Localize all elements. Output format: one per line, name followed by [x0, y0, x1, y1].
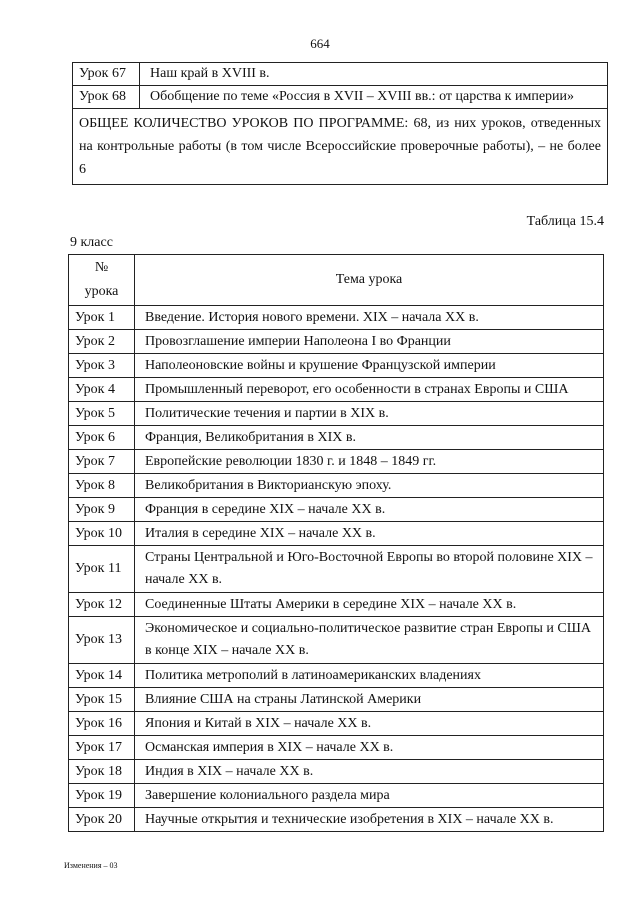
table-row: [73, 109, 608, 185]
grade-label: 9 класс: [70, 235, 113, 250]
lesson-number: Урок 10: [69, 522, 135, 546]
lesson-number: Урок 1: [69, 306, 135, 330]
lesson-number: Урок 19: [69, 784, 135, 808]
table-row: [69, 593, 604, 617]
footer-note: Изменения – 03: [64, 861, 118, 870]
table-row: [69, 617, 604, 664]
lesson-number: Урок 8: [69, 474, 135, 498]
lesson-number: Урок 7: [69, 450, 135, 474]
lesson-topic: Соединенные Штаты Америки в середине XIX – начале XX в.: [135, 593, 604, 617]
lesson-topic: Великобритания в Викторианскую эпоху.: [135, 474, 604, 498]
lesson-number: Урок 13: [69, 617, 135, 664]
lesson-topic: Промышленный переворот, его особенности в странах Европы и США: [135, 378, 604, 402]
lesson-topic: Научные открытия и технические изобретения в XIX – начале XX в.: [135, 808, 604, 832]
lesson-number: Урок 12: [69, 593, 135, 617]
lesson-number: Урок 6: [69, 426, 135, 450]
lesson-number: Урок 3: [69, 354, 135, 378]
table-row: [69, 664, 604, 688]
table-row: [69, 522, 604, 546]
table-row: [69, 546, 604, 593]
table-row: [69, 450, 604, 474]
lessons-table: [68, 254, 604, 832]
table-header-row: [69, 255, 604, 306]
lesson-number: Урок 2: [69, 330, 135, 354]
total-lessons-note: ОБЩЕЕ КОЛИЧЕСТВО УРОКОВ ПО ПРОГРАММЕ: 68, из них уроков, отведенных на контрольные работы (в том числе Всероссийские проверочные работы), – не более 6: [73, 109, 608, 185]
lesson-topic: Провозглашение империи Наполеона I во Франции: [135, 330, 604, 354]
lesson-number: Урок 16: [69, 712, 135, 736]
table-row: [69, 474, 604, 498]
lesson-number: Урок 11: [69, 546, 135, 593]
lesson-topic: Завершение колониального раздела мира: [135, 784, 604, 808]
lesson-topic: Япония и Китай в XIX – начале XX в.: [135, 712, 604, 736]
lesson-topic: Европейские революции 1830 г. и 1848 – 1849 гг.: [135, 450, 604, 474]
lesson-number: Урок 18: [69, 760, 135, 784]
lesson-topic: Наш край в XVIII в.: [140, 63, 608, 86]
lesson-topic: Италия в середине XIX – начале XX в.: [135, 522, 604, 546]
column-header-topic: Тема урока: [135, 255, 604, 306]
lesson-number: Урок 68: [73, 86, 140, 109]
lesson-topic: Страны Центральной и Юго-Восточной Европы во второй половине XIX – начале XX в.: [135, 546, 604, 593]
table-row: [69, 736, 604, 760]
column-header-number: [69, 255, 135, 306]
table-row: [69, 306, 604, 330]
lesson-number: Урок 14: [69, 664, 135, 688]
lesson-topic: Экономическое и социально-политическое развитие стран Европы и США в конце XIX – начале XX в.: [135, 617, 604, 664]
table-row: [73, 63, 608, 86]
lesson-number: Урок 20: [69, 808, 135, 832]
table-row: [73, 86, 608, 109]
lesson-topic: Наполеоновские войны и крушение Французской империи: [135, 354, 604, 378]
table-row: [69, 688, 604, 712]
lesson-topic: Индия в XIX – начале XX в.: [135, 760, 604, 784]
lesson-topic: Франция, Великобритания в XIX в.: [135, 426, 604, 450]
table-row: [69, 402, 604, 426]
number-sign: №: [94, 260, 109, 275]
table-row: [69, 426, 604, 450]
lesson-topic: Франция в середине XIX – начале XX в.: [135, 498, 604, 522]
lesson-number: Урок 5: [69, 402, 135, 426]
table-row: [69, 760, 604, 784]
table-row: [69, 378, 604, 402]
table-row: [69, 330, 604, 354]
lesson-topic: Введение. История нового времени. XIX – начала XX в.: [135, 306, 604, 330]
lesson-number: Урок 15: [69, 688, 135, 712]
lesson-word: урока: [84, 284, 119, 299]
table-row: [69, 498, 604, 522]
lesson-number: Урок 17: [69, 736, 135, 760]
lesson-topic: Османская империя в XIX – начале XX в.: [135, 736, 604, 760]
page-number: 664: [310, 36, 330, 51]
table-row: [69, 712, 604, 736]
lesson-number: Урок 67: [73, 63, 140, 86]
table-row: [69, 808, 604, 832]
lesson-topic: Влияние США на страны Латинской Америки: [135, 688, 604, 712]
table-row: [69, 784, 604, 808]
lesson-number: Урок 9: [69, 498, 135, 522]
table-row: [69, 354, 604, 378]
table-caption: Таблица 15.4: [526, 214, 604, 229]
lesson-number: Урок 4: [69, 378, 135, 402]
previous-lessons-table: [72, 62, 608, 185]
lesson-topic: Обобщение по теме «Россия в XVII – XVIII вв.: от царства к империи»: [140, 86, 608, 109]
lesson-topic: Политические течения и партии в XIX в.: [135, 402, 604, 426]
lesson-topic: Политика метрополий в латиноамериканских владениях: [135, 664, 604, 688]
